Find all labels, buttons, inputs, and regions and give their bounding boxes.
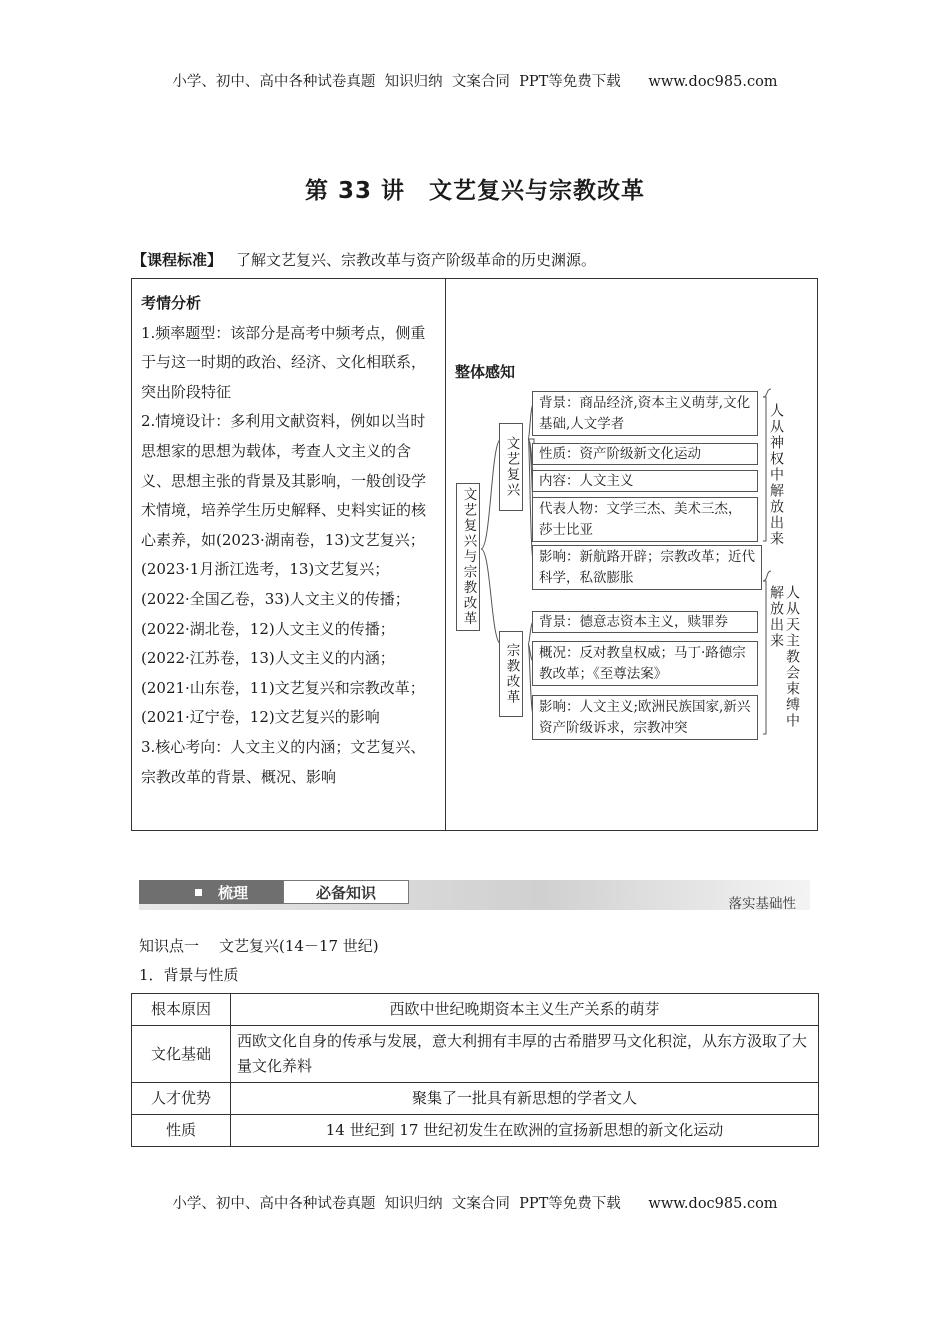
curriculum-standard — [132, 249, 596, 270]
background-nature-table — [131, 993, 819, 1147]
table-key: 性质 — [132, 1115, 231, 1147]
banner-left — [139, 880, 283, 904]
renaissance-impact: 影响：新航路开辟；宗教改革；近代科学，私欲膨胀 — [532, 545, 762, 590]
table-row — [132, 1083, 819, 1115]
table-key: 文化基础 — [132, 1026, 231, 1083]
page-footer: 小学、初中、高中各种试卷真题 知识归纳 文案合同 PPT等免费下载 www.doc985.com — [172, 1196, 778, 1212]
table-row — [132, 994, 819, 1026]
analysis-point-3: 3.核心考向：人文主义的内涵；文艺复兴、宗教改革的背景、概况、影响 — [141, 737, 426, 786]
reformation-summary: 人从天主教会束缚中解放出来 — [768, 585, 800, 729]
section-banner — [139, 858, 810, 912]
curriculum-text: 了解文艺复兴、宗教改革与资产阶级革命的历史渊源。 — [236, 251, 597, 269]
reformation-background: 背景：德意志资本主义，赎罪券 — [532, 611, 758, 633]
branch-reformation: 宗教改革 — [499, 631, 523, 717]
renaissance-content: 内容：人文主义 — [532, 470, 758, 492]
reformation-impact: 影响：人文主义;欧洲民族国家,新兴资产阶级诉求，宗教冲突 — [532, 695, 758, 740]
page-title: 第 33 讲 文艺复兴与宗教改革 — [304, 178, 646, 204]
branch-renaissance: 文艺复兴 — [499, 423, 523, 511]
table-row — [132, 1026, 819, 1083]
exam-analysis — [141, 289, 433, 792]
table-value: 14 世纪到 17 世纪初发生在欧洲的宣扬新思想的新文化运动 — [231, 1115, 819, 1147]
banner-middle: 必备知识 — [283, 880, 409, 904]
reformation-overview: 概况：反对教皇权威；马丁·路德宗教改革；《至尊法案》 — [532, 641, 758, 686]
curriculum-label: 【课程标准】 — [132, 251, 223, 269]
mindmap-root: 文艺复兴与宗教改革 — [456, 483, 480, 631]
table-key: 人才优势 — [132, 1083, 231, 1115]
renaissance-summary: 人从神权中解放出来 — [768, 403, 784, 547]
square-icon — [195, 889, 202, 896]
renaissance-figures: 代表人物：文学三杰、美术三杰，莎士比亚 — [532, 497, 758, 542]
analysis-point-2: 2.情境设计：多利用文献资料，例如以当时思想家的思想为载体，考查人文主义的含义、思想主张的背景及其影响，一般创设学术情境，培养学生历史解释、史料实证的核心素养，如(2023·湖南卷，13)文艺复兴；(2023·1月浙江选考，13)文艺复兴；(2022·全国乙卷，33)人文主义的传播；(2022·湖北卷，12)人文主义的传播；(2022·江苏卷，13)人文主义的内涵；(2021·山东卷，11)文艺复兴和宗教改革；(2021·辽宁卷，12)文艺复兴的影响 — [141, 412, 427, 727]
table-value: 聚集了一批具有新思想的学者文人 — [231, 1083, 819, 1115]
section-heading: 1．背景与性质 — [139, 966, 239, 984]
table-row — [132, 1115, 819, 1147]
table-value: 西欧文化自身的传承与发展，意大利拥有丰厚的古希腊罗马文化积淀，从东方汲取了大量文化养料 — [231, 1026, 819, 1083]
analysis-heading: 考情分析 — [141, 294, 202, 312]
analysis-overview-box — [131, 278, 818, 831]
renaissance-background: 背景：商品经济,资本主义萌芽,文化基础,人文学者 — [532, 391, 758, 436]
table-key: 根本原因 — [132, 994, 231, 1026]
analysis-point-1: 1.频率题型：该部分是高考中频考点，侧重于与这一时期的政治、经济、文化相联系，突出阶段特征 — [141, 323, 427, 401]
banner-right: 落实基础性 — [728, 896, 796, 912]
page-header: 小学、初中、高中各种试卷真题 知识归纳 文案合同 PPT等免费下载 www.doc985.com — [172, 74, 778, 90]
overview-title: 整体感知 — [455, 363, 516, 381]
renaissance-nature: 性质：资产阶级新文化运动 — [532, 443, 758, 465]
knowledge-point-label: 知识点一 — [139, 937, 200, 955]
knowledge-point — [139, 935, 379, 956]
banner-left-label: 梳理 — [218, 883, 249, 902]
knowledge-point-text: 文艺复兴(14－17 世纪) — [219, 937, 379, 955]
table-value: 西欧中世纪晚期资本主义生产关系的萌芽 — [231, 994, 819, 1026]
